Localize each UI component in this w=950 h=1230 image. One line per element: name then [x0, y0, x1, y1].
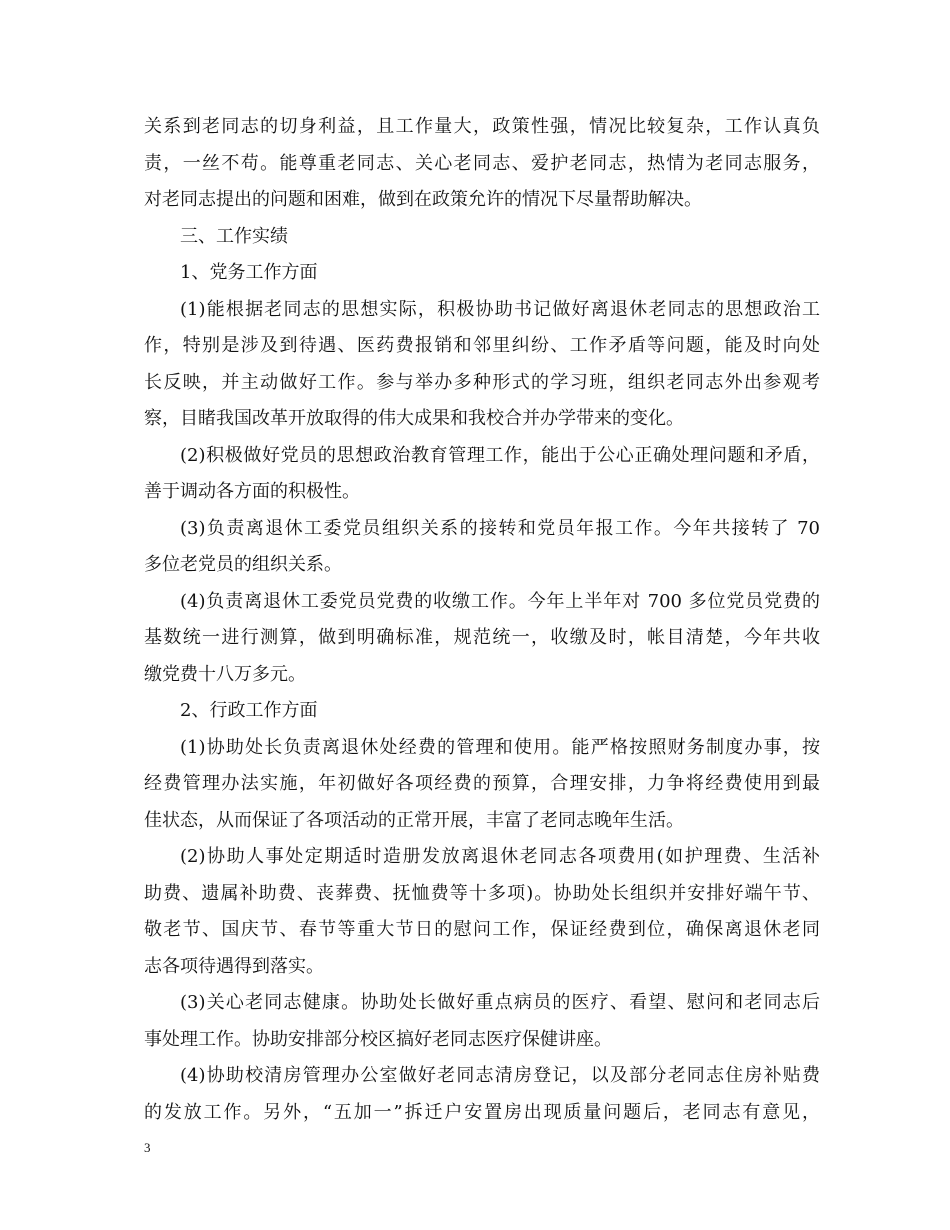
text-line: (2)协助人事处定期适时造册发放离退休老同志各项费用(如护理费、生活补 — [180, 846, 820, 867]
text-line: 察，目睹我国改革开放取得的伟大成果和我校合并办学带来的变化。 — [144, 408, 684, 429]
text-line: (3)关心老同志健康。协助处长做好重点病员的医疗、看望、慰问和老同志后 — [180, 992, 820, 1013]
text-line: 经费管理办法实施，年初做好各项经费的预算，合理安排，力争将经费使用到最 — [144, 773, 820, 794]
text-line: 的发放工作。另外，“五加一”拆迁户安置房出现质量问题后，老同志有意见， — [144, 1101, 820, 1123]
text-line: 缴党费十八万多元。 — [144, 663, 306, 685]
text-line: 关系到老同志的切身利益，且工作量大，政策性强，情况比较复杂，工作认真负 — [144, 116, 820, 137]
text-line: 敬老节、国庆节、春节等重大节日的慰问工作，保证经费到位，确保离退休老同 — [144, 919, 820, 940]
text-line: (1)能根据老同志的思想实际，积极协助书记做好离退休老同志的思想政治工 — [180, 298, 820, 320]
text-line: 多位老党员的组织关系。 — [144, 554, 342, 575]
section-heading: 三、工作实绩 — [180, 225, 288, 247]
document-body — [144, 109, 820, 1131]
text-line: 责，一丝不苟。能尊重老同志、关心老同志、爱护老同志，热情为老同志服务， — [144, 152, 820, 174]
text-line: (4)协助校清房管理办公室做好老同志清房登记，以及部分老同志住房补贴费 — [180, 1065, 820, 1086]
text-line: 事处理工作。协助安排部分校区搞好老同志医疗保健讲座。 — [144, 1028, 612, 1050]
text-line: 善于调动各方面的积极性。 — [144, 481, 360, 502]
text-line: 助费、遗属补助费、丧葬费、抚恤费等十多项)。协助处长组织并安排好端午节、 — [144, 882, 820, 904]
text-line: 基数统一进行测算，做到明确标准，规范统一，收缴及时，帐目清楚，今年共收 — [144, 627, 820, 648]
text-line: 作，特别是涉及到待遇、医药费报销和邻里纠纷、工作矛盾等问题，能及时向处 — [144, 335, 820, 356]
text-line: 长反映，并主动做好工作。参与举办多种形式的学习班，组织老同志外出参观考 — [144, 371, 820, 393]
text-line: 佳状态，从而保证了各项活动的正常开展，丰富了老同志晚年生活。 — [144, 809, 684, 831]
section-heading: 1、党务工作方面 — [180, 262, 318, 283]
text-line: (1)协助处长负责离退休处经费的管理和使用。能严格按照财务制度办事，按 — [180, 736, 820, 758]
text-line: (2)积极做好党员的思想政治教育管理工作，能出于公心正确处理问题和矛盾， — [180, 444, 820, 466]
text-line: 志各项待遇得到落实。 — [144, 955, 324, 977]
text-line: (4)负责离退休工委党员党费的收缴工作。今年上半年对 700 多位党员党费的 — [180, 590, 820, 612]
text-line: (3)负责离退休工委党员组织关系的接转和党员年报工作。今年共接转了 70 — [180, 517, 820, 539]
text-line: 对老同志提出的问题和困难，做到在政策允许的情况下尽量帮助解决。 — [144, 189, 702, 210]
section-heading: 2、行政工作方面 — [180, 700, 318, 721]
page-number: 3 — [144, 1140, 151, 1155]
